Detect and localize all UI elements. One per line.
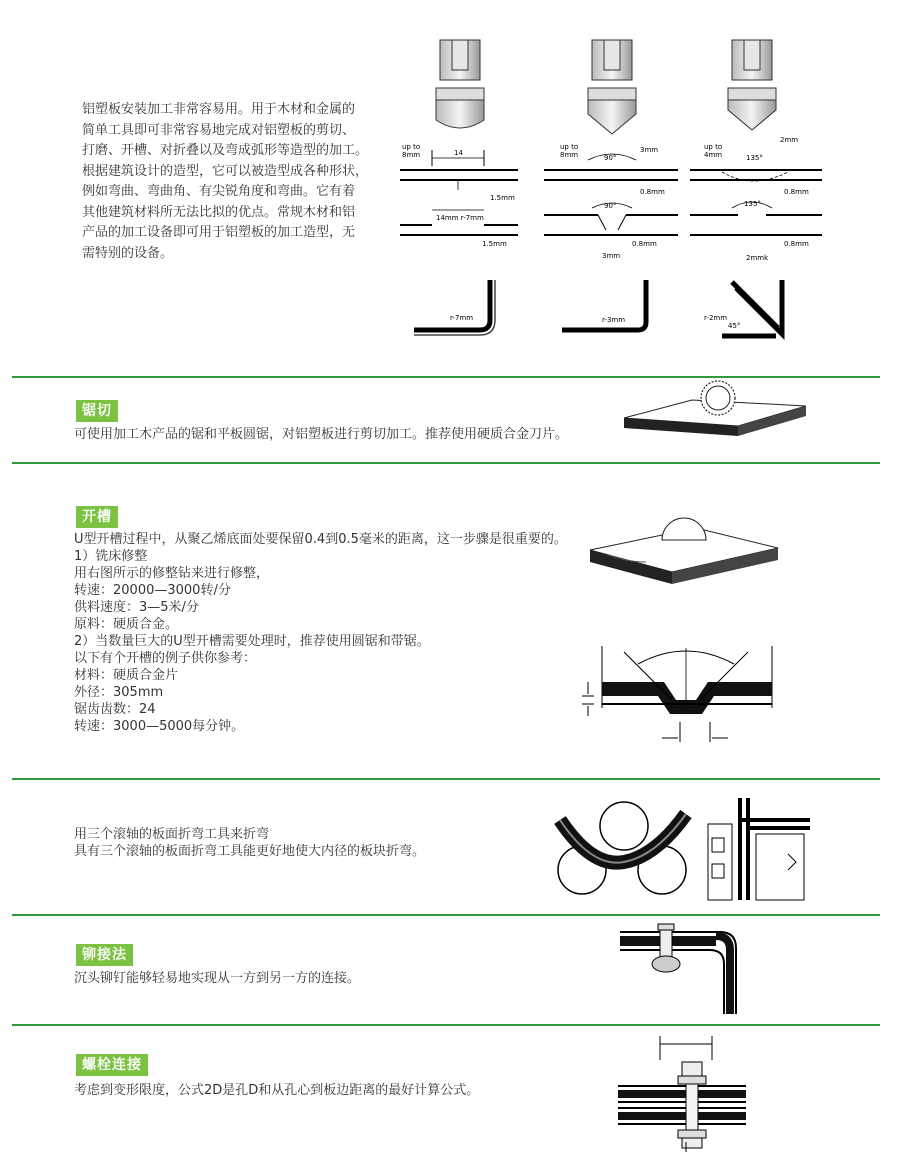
saw-illustration <box>620 378 810 460</box>
d2-gap-2: 3mm <box>602 252 621 260</box>
d1-radius: r-7mm <box>450 314 474 322</box>
intro-line: 简单工具即可非常容易地完成对铝塑板的剪切、 <box>82 122 356 138</box>
intro-line: 需特别的设备。 <box>82 245 174 261</box>
router-bit-1 <box>436 40 484 128</box>
intro-line: 产品的加工设备即可用于铝塑板的加工造型，无 <box>82 225 356 240</box>
groove-line: 锯齿齿数：24 <box>74 702 156 717</box>
d1-width: 14 <box>454 149 463 157</box>
d3-angle-2: 135° <box>744 200 761 208</box>
d2-thickness: 0.8mm <box>640 188 665 196</box>
router-bit-2 <box>588 40 636 134</box>
intro-line: 根据建筑设计的造型，它可以被造型成各种形状， <box>82 163 369 179</box>
groove-line: 转速：3000—5000每分钟。 <box>74 719 245 734</box>
d2-radius: r-3mm <box>602 316 626 324</box>
d3-thickness: 0.8mm <box>784 188 809 196</box>
section-divider <box>12 1024 880 1026</box>
bolt-illustration <box>616 1030 776 1154</box>
d1-width-radius: 14mm r-7mm <box>436 214 484 222</box>
d2-angle-2: 90° <box>604 202 617 210</box>
folding-diagrams <box>392 30 832 360</box>
bend-line: 具有三个滚轴的板面折弯工具能更好地使大内径的板块折弯。 <box>74 844 426 859</box>
d3-radius: r-2mm <box>704 314 728 322</box>
groove-line: 外径：305mm <box>74 685 164 700</box>
d3-gap: 2mm <box>780 136 799 144</box>
section-tag-bolt: 螺栓连接 <box>76 1054 148 1076</box>
rivet-illustration <box>614 918 754 1018</box>
intro-line: 铝塑板安装加工非常容易用。用于木材和金属的 <box>82 102 356 117</box>
groove-line: 供料速度：3—5米/分 <box>74 600 199 615</box>
d1-thickness-2: 1.5mm <box>482 240 507 248</box>
d3-thickness-2: 0.8mm <box>784 240 809 248</box>
saw-description: 可使用加工木产品的锯和平板圆锯，对铝塑板进行剪切加工。推荐使用硬质合金刀片。 <box>74 427 569 442</box>
u-groove-diagram <box>572 638 792 758</box>
d3-gap-2: 2mmk <box>746 254 769 262</box>
section-tag-rivet: 铆接法 <box>76 944 133 966</box>
intro-line: 其他建筑材料所无法比拟的优点。常规木材和铝 <box>82 204 356 220</box>
groove-text <box>74 531 567 735</box>
groove-line: 2）当数量巨大的U型开槽需要处理时，推荐使用圆锯和带锯。 <box>74 634 430 649</box>
groove-line: U型开槽过程中，从聚乙烯底面处要保留0.4到0.5毫米的距离，这一步骤是很重要的。 <box>74 532 567 547</box>
d1-thickness: 1.5mm <box>490 194 515 202</box>
corner-fold-illustration <box>704 794 814 906</box>
groove-line: 1）铣床修整 <box>74 549 148 564</box>
d2-up-to: up to <box>560 143 579 151</box>
section-divider <box>12 914 880 916</box>
rivet-description: 沉头铆钉能够轻易地实现从一方到另一方的连接。 <box>74 971 361 986</box>
d2-depth: 8mm <box>560 151 579 159</box>
d2-thickness-2: 0.8mm <box>632 240 657 248</box>
intro-line: 例如弯曲、弯曲角、有尖锐角度和弯曲。它有着 <box>82 184 356 199</box>
three-roller-bending-illustration <box>552 790 692 906</box>
d3-angle: 135° <box>746 154 763 162</box>
d1-up-to: up to <box>402 143 421 151</box>
d3-corner-angle: 45° <box>728 322 741 330</box>
d3-up-to: up to <box>704 143 723 151</box>
groove-line: 用右图所示的修整钻来进行修整， <box>74 566 270 581</box>
d2-angle: 90° <box>604 154 617 162</box>
bend-text <box>74 826 425 860</box>
groove-line: 材料：硬质合金片 <box>74 668 179 683</box>
groove-diagram-2 <box>544 154 678 330</box>
intro-paragraph <box>82 100 382 264</box>
intro-line: 打磨、开槽、对折叠以及弯成弧形等造型的加工。 <box>82 143 369 158</box>
groove-line: 以下有个开槽的例子供你参考： <box>74 651 257 666</box>
groove-line: 转速：20000—3000转/分 <box>74 583 231 598</box>
section-divider <box>12 462 880 464</box>
section-tag-saw: 锯切 <box>76 400 118 422</box>
groove-line: 原料：硬质合金。 <box>74 617 179 632</box>
section-divider <box>12 778 880 780</box>
d2-gap: 3mm <box>640 146 659 154</box>
d1-depth: 8mm <box>402 151 421 159</box>
d3-depth: 4mm <box>704 151 723 159</box>
bolt-description: 考虑到变形限度，公式2D是孔D和从孔心到板边距离的最好计算公式。 <box>74 1083 480 1098</box>
bend-line: 用三个滚轴的板面折弯工具来折弯 <box>74 827 270 842</box>
section-tag-groove: 开槽 <box>76 506 118 528</box>
router-bit-3 <box>728 40 776 130</box>
milling-illustration <box>586 510 782 596</box>
